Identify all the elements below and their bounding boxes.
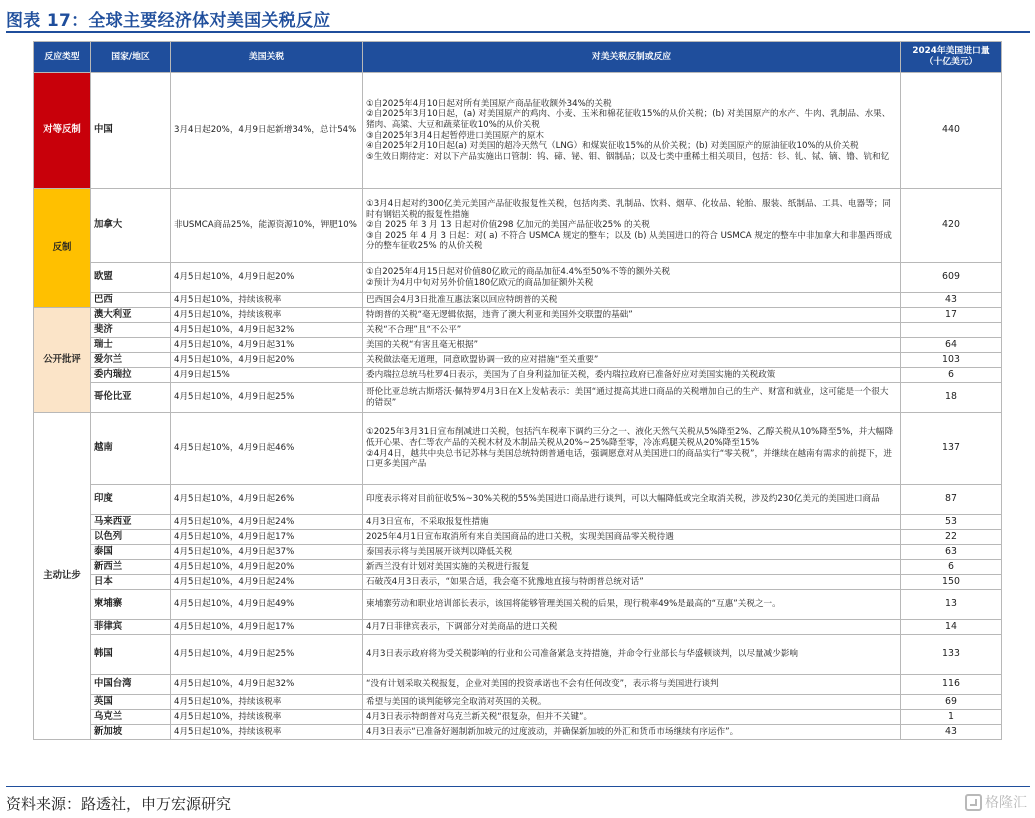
imports-cell: 18: [901, 383, 1002, 413]
response-cell: ①自2025年4月10日起对所有美国原产商品征收额外34%的关税 ②自2025年3月10日起，(a) 对美国原产的鸡肉、小麦、玉米和棉花征收15%的从价关税；(b) 对美国原产的水产、牛肉、乳制品、水果、猪肉、高粱、大豆和蔬菜征收10%的从价关税 ③自2025年3月4日起暂停进口美国原产的原木 ④自2025年2月10日起(a) 对美国的超冷天然气（LNG）和煤炭征收15%的从价关税；(b) 对美国原产的原油征收10%的从价关税 ⑤生效日期待定：对以下产品实施出口管制：钨、碲、铋、钼、铟制品；以及七类中重稀土相关项目，包括：钐、钆、铽、镝、镥、钪和钇: [363, 73, 901, 189]
response-cell: 泰国表示将与美国展开谈判以降低关税: [363, 545, 901, 560]
imports-cell: 420: [901, 189, 1002, 263]
country-cell: 韩国: [91, 635, 171, 675]
tariff-cell: 4月5日起10%，持续该税率: [171, 710, 363, 725]
footer-rule: [6, 786, 1030, 787]
response-cell: 关税做法毫无道理，同意欧盟协调一致的应对措施“至关重要”: [363, 353, 901, 368]
imports-cell: 137: [901, 413, 1002, 485]
imports-cell: 17: [901, 308, 1002, 323]
response-cell: ①3月4日起对约300亿美元美国产品征收报复性关税，包括肉类、乳制品、饮料、烟草、化妆品、轮胎、服装、纸制品、工具、电器等；同时有钢铝关税的报复性措施 ②自 2025 年 3 月 13 日起对价值298 亿加元的美国产品征收25% 的关税 ③自 2025 年 4 月 3 日起：对( a) 不符合 USMCA 规定的整车；以及 (b) 从美国进口的符合 USMCA 规定的整车中非加拿大和非墨西哥成分的整车征收25% 的从价关税: [363, 189, 901, 263]
imports-cell: 6: [901, 368, 1002, 383]
figure-title: 图表 17：全球主要经济体对美国关税反应: [6, 11, 331, 31]
country-cell: 印度: [91, 485, 171, 515]
country-cell: 菲律宾: [91, 620, 171, 635]
imports-cell: 22: [901, 530, 1002, 545]
country-cell: 委内瑞拉: [91, 368, 171, 383]
response-cell: 新西兰没有计划对美国实施的关税进行报复: [363, 560, 901, 575]
header-reaction-type: 反应类型: [34, 42, 91, 73]
country-cell: 巴西: [91, 293, 171, 308]
imports-cell: 440: [901, 73, 1002, 189]
response-cell: 2025年4月1日宣布取消所有来自美国商品的进口关税，实现美国商品零关税待遇: [363, 530, 901, 545]
table-row: [34, 485, 1002, 515]
table-row: [34, 515, 1002, 530]
tariff-cell: 4月5日起10%，持续该税率: [171, 308, 363, 323]
table-row: [34, 530, 1002, 545]
imports-cell: 14: [901, 620, 1002, 635]
response-cell: ①自2025年4月15日起对价值80亿欧元的商品加征4.4%至50%不等的额外关税 ②预计为4月中旬对另外价值180亿欧元的商品加征额外关税: [363, 263, 901, 293]
country-cell: 英国: [91, 695, 171, 710]
country-cell: 哥伦比亚: [91, 383, 171, 413]
header-response: 对美关税反制或反应: [363, 42, 901, 73]
table-row: [34, 635, 1002, 675]
response-cell: 4月3日表示特朗普对乌克兰新关税“很复杂，但并不关键”。: [363, 710, 901, 725]
country-cell: 爱尔兰: [91, 353, 171, 368]
country-cell: 以色列: [91, 530, 171, 545]
tariff-cell: 非USMCA商品25%，能源资源10%，钾肥10%: [171, 189, 363, 263]
response-cell: ①2025年3月31日宣布削减进口关税，包括汽车税率下调约三分之一、液化天然气关税从5%降至2%、乙醇关税从10%降至5%，并大幅降低开心果、杏仁等农产品的关税木材及木制品关税从20%~25%降至零，冷冻鸡腿关税从20%降至15% ②4月4日，越共中央总书记苏林与美国总统特朗普通电话，强调愿意对从美国进口的商品实行“零关税”，并继续在越南有需求的前提下，进口更多美国产品: [363, 413, 901, 485]
tariff-cell: 4月5日起10%，4月9日起46%: [171, 413, 363, 485]
country-cell: 瑞士: [91, 338, 171, 353]
tariff-cell: 4月5日起10%，4月9日起17%: [171, 530, 363, 545]
table-row: [34, 545, 1002, 560]
tariff-cell: 4月5日起10%，持续该税率: [171, 293, 363, 308]
tariff-cell: 4月5日起10%，持续该税率: [171, 695, 363, 710]
category-cell: 反制: [34, 189, 91, 308]
response-cell: 印度表示将对目前征收5%~30%关税的55%美国进口商品进行谈判，可以大幅降低或完全取消关税，涉及约230亿美元的美国进口商品: [363, 485, 901, 515]
table-row: [34, 413, 1002, 485]
tariff-cell: 4月5日起10%，4月9日起20%: [171, 263, 363, 293]
tariff-cell: 4月9日起15%: [171, 368, 363, 383]
imports-cell: 609: [901, 263, 1002, 293]
imports-cell: 133: [901, 635, 1002, 675]
table-row: [34, 675, 1002, 695]
tariff-cell: 4月5日起10%，4月9日起26%: [171, 485, 363, 515]
tariff-cell: 4月5日起10%，4月9日起49%: [171, 590, 363, 620]
table-row: [34, 590, 1002, 620]
country-cell: 新西兰: [91, 560, 171, 575]
tariff-cell: 4月5日起10%，4月9日起20%: [171, 353, 363, 368]
table-row: [34, 323, 1002, 338]
table-row: [34, 620, 1002, 635]
tariff-cell: 4月5日起10%，4月9日起17%: [171, 620, 363, 635]
source-note: 资料来源：路透社，申万宏源研究: [6, 795, 232, 813]
country-cell: 越南: [91, 413, 171, 485]
header-us-imports: 2024年美国进口量 （十亿美元）: [901, 42, 1002, 73]
table-row: [34, 263, 1002, 293]
response-cell: 4月3日表示“已准备好遏制新加坡元的过度波动，并确保新加坡的外汇和货币市场继续有序运作”。: [363, 725, 901, 740]
table-row: [34, 575, 1002, 590]
country-cell: 澳大利亚: [91, 308, 171, 323]
response-cell: 哥伦比亚总统古斯塔沃·佩特罗4月3日在X上发帖表示：美国“通过提高其进口商品的关税增加自己的生产、财富和就业，这可能是一个很大的错误”: [363, 383, 901, 413]
imports-cell: 53: [901, 515, 1002, 530]
watermark-text: 格隆汇: [985, 795, 1027, 811]
table-row: [34, 338, 1002, 353]
country-cell: 斐济: [91, 323, 171, 338]
header-country: 国家/地区: [91, 42, 171, 73]
country-cell: 马来西亚: [91, 515, 171, 530]
watermark-logo-icon: [965, 794, 982, 811]
tariff-cell: 3月4日起20%，4月9日起新增34%，总计54%: [171, 73, 363, 189]
imports-cell: 69: [901, 695, 1002, 710]
response-cell: 4月3日宣布，不采取报复性措施: [363, 515, 901, 530]
table-header-row: [34, 42, 1002, 73]
imports-cell: 13: [901, 590, 1002, 620]
tariff-cell: 4月5日起10%，4月9日起31%: [171, 338, 363, 353]
country-cell: 乌克兰: [91, 710, 171, 725]
imports-cell: 150: [901, 575, 1002, 590]
tariff-cell: 4月5日起10%，4月9日起24%: [171, 515, 363, 530]
table-row: [34, 725, 1002, 740]
imports-cell: 103: [901, 353, 1002, 368]
response-cell: 柬埔寨劳动和职业培训部长表示，该国将能够管理美国关税的后果，现行税率49%是最高的“互惠”关税之一。: [363, 590, 901, 620]
tariff-cell: 4月5日起10%，4月9日起24%: [171, 575, 363, 590]
response-cell: 委内瑞拉总统马杜罗4日表示，美国为了自身利益加征关税，委内瑞拉政府已准备好应对美国实施的关税政策: [363, 368, 901, 383]
tariff-cell: 4月5日起10%，4月9日起20%: [171, 560, 363, 575]
country-cell: 欧盟: [91, 263, 171, 293]
imports-cell: 63: [901, 545, 1002, 560]
imports-cell: 87: [901, 485, 1002, 515]
country-cell: 柬埔寨: [91, 590, 171, 620]
response-cell: 特朗普的关税“毫无逻辑依据，违背了澳大利亚和美国外交联盟的基础”: [363, 308, 901, 323]
imports-cell: 116: [901, 675, 1002, 695]
tariff-cell: 4月5日起10%，4月9日起25%: [171, 383, 363, 413]
tariff-response-table: [33, 41, 1002, 740]
table-row: [34, 368, 1002, 383]
response-cell: 4月3日表示政府将为受关税影响的行业和公司准备紧急支持措施，并命令行业部长与华盛顿谈判，以尽量减少影响: [363, 635, 901, 675]
imports-cell: 43: [901, 725, 1002, 740]
imports-cell: [901, 323, 1002, 338]
watermark: [965, 792, 1027, 812]
tariff-cell: 4月5日起10%，持续该税率: [171, 725, 363, 740]
tariff-cell: 4月5日起10%，4月9日起37%: [171, 545, 363, 560]
country-cell: 泰国: [91, 545, 171, 560]
country-cell: 中国: [91, 73, 171, 189]
category-cell: 对等反制: [34, 73, 91, 189]
table-row: [34, 189, 1002, 263]
country-cell: 加拿大: [91, 189, 171, 263]
response-cell: 美国的关税“有害且毫无根据”: [363, 338, 901, 353]
imports-cell: 64: [901, 338, 1002, 353]
tariff-cell: 4月5日起10%，4月9日起25%: [171, 635, 363, 675]
category-cell: 公开批评: [34, 308, 91, 413]
response-cell: 希望与美国的谈判能够完全取消对英国的关税。: [363, 695, 901, 710]
table-row: [34, 710, 1002, 725]
country-cell: 中国台湾: [91, 675, 171, 695]
response-cell: 巴西国会4月3日批准互惠法案以回应特朗普的关税: [363, 293, 901, 308]
imports-cell: 43: [901, 293, 1002, 308]
table-row: [34, 560, 1002, 575]
title-underline: [6, 31, 1030, 33]
table-row: [34, 308, 1002, 323]
header-us-tariff: 美国关税: [171, 42, 363, 73]
table-row: [34, 695, 1002, 710]
response-cell: 4月7日菲律宾表示，下调部分对美商品的进口关税: [363, 620, 901, 635]
table-row: [34, 293, 1002, 308]
response-cell: “没有计划采取关税报复，企业对美国的投资承诺也不会有任何改变”，表示将与美国进行谈判: [363, 675, 901, 695]
response-cell: 关税“不合理”且“不公平”: [363, 323, 901, 338]
country-cell: 日本: [91, 575, 171, 590]
table-row: [34, 73, 1002, 189]
category-cell: 主动让步: [34, 413, 91, 740]
response-cell: 石破茂4月3日表示，“如果合适，我会毫不犹豫地直接与特朗普总统对话”: [363, 575, 901, 590]
table-row: [34, 353, 1002, 368]
table-row: [34, 383, 1002, 413]
imports-cell: 6: [901, 560, 1002, 575]
country-cell: 新加坡: [91, 725, 171, 740]
tariff-cell: 4月5日起10%，4月9日起32%: [171, 675, 363, 695]
tariff-cell: 4月5日起10%，4月9日起32%: [171, 323, 363, 338]
imports-cell: 1: [901, 710, 1002, 725]
